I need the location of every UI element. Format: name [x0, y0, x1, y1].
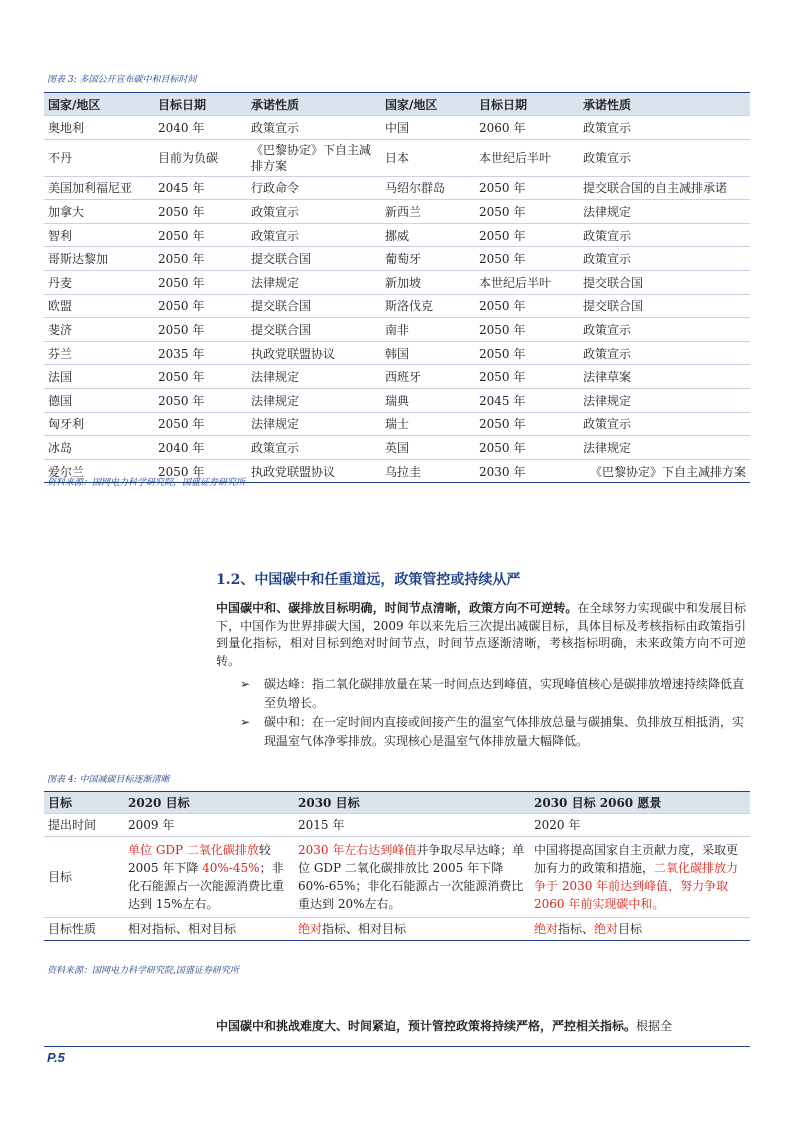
arrow-bullet-icon: ➢: [240, 715, 251, 729]
cell-region-2: 新加坡: [385, 275, 422, 290]
cell-2020: [124, 837, 294, 918]
cell-date-2: 2050 年: [479, 417, 526, 432]
cell-date-2: 2050 年: [479, 299, 526, 314]
cell-date-2: 本世纪后半叶: [479, 275, 552, 290]
cell-date: 2050 年: [158, 228, 205, 243]
bullet-peak: [240, 675, 746, 713]
cell-nature: 法律规定: [251, 370, 300, 385]
cell-region-2: 瑞士: [385, 417, 410, 432]
cell-nature-2: 法律规定: [583, 393, 632, 408]
cell-nature: 法律规定: [251, 417, 300, 432]
cell-region: 德国: [48, 393, 73, 408]
cell-date: 目前为负碳: [158, 150, 219, 165]
bullet-neutral: [240, 713, 746, 751]
row-label: 目标: [48, 870, 73, 884]
cell-region-2: 日本: [385, 150, 410, 165]
cell-region-2: 英国: [385, 440, 410, 455]
cell-date-2: 2050 年: [479, 204, 526, 219]
cell-region: 斐济: [48, 322, 73, 337]
cell-date: 2040 年: [158, 120, 205, 135]
cell-date-2: 2050 年: [479, 370, 526, 385]
cell-nature: 提交联合国: [251, 299, 312, 314]
cell-date-2: 2050 年: [479, 440, 526, 455]
header-2020: 2020 目标: [124, 792, 294, 814]
cell-region-2: 马绍尔群岛: [385, 181, 446, 196]
figure3-caption: 图表 3: 多国公开宣布碳中和目标时间: [47, 75, 197, 85]
cell-region-2: 斯洛伐克: [385, 299, 434, 314]
nature-text: 指标、: [558, 922, 595, 936]
goal-highlight: 2030 年左右达到峰值: [298, 843, 417, 857]
bottom-lead: 中国碳中和挑战难度大、时间紧迫，预计管控政策将持续严格，严控相关指标。: [216, 1019, 637, 1033]
cell-date: 2050 年: [158, 393, 205, 408]
paragraph-lead: 中国碳中和、碳排放目标明确，时间节点清晰，政策方向不可逆转。: [216, 601, 578, 615]
header-region: 国家/地区: [44, 93, 154, 116]
cell-date-2: 本世纪后半叶: [479, 150, 552, 165]
table-header-row: [44, 792, 750, 814]
cell-region: 匈牙利: [48, 417, 85, 432]
cell-region-2: 韩国: [385, 346, 410, 361]
cell-nature-2: 提交联合国: [583, 275, 644, 290]
cell-2060: [530, 837, 750, 918]
header-date-2: 目标日期: [475, 93, 579, 116]
bottom-body: 根据全: [636, 1019, 673, 1033]
cell-region: 芬兰: [48, 346, 73, 361]
table-row: [44, 247, 750, 271]
cell-nature: 提交联合国: [251, 252, 312, 267]
cell-nature: 《巴黎协定》下自主减排方案: [251, 142, 372, 173]
cell-nature-2: 《巴黎协定》下自主减排方案: [589, 464, 746, 479]
cell-nature: 政策宣示: [251, 120, 300, 135]
cell-2030: [294, 918, 530, 941]
cell-region: 加拿大: [48, 204, 85, 219]
cell-nature: 政策宣示: [251, 228, 300, 243]
cell-date: 2035 年: [158, 346, 205, 361]
goal-text: 并争取尽早达峰；单位 GDP 二氧化碳排放比 2005 年下降 60%-65%；非化石能源占一次能源消费比重达到 20%左右。: [298, 843, 525, 911]
cell-nature-2: 政策宣示: [583, 417, 632, 432]
cell-date: 2050 年: [158, 370, 205, 385]
cell-region: 欧盟: [48, 299, 73, 314]
header-goal: 目标: [44, 792, 124, 814]
cell-nature-2: 政策宣示: [583, 228, 632, 243]
table-row: [44, 412, 750, 436]
china-carbon-goals-table: [44, 791, 750, 941]
cell-nature: 政策宣示: [251, 204, 300, 219]
cell-2060: 2020 年: [534, 818, 581, 832]
cell-region: 法国: [48, 370, 73, 385]
header-nature: 承诺性质: [247, 93, 381, 116]
table-row: [44, 814, 750, 837]
cell-region: 哥斯达黎加: [48, 252, 109, 267]
cell-2020: 相对指标、相对目标: [128, 922, 237, 936]
cell-2060: [530, 918, 750, 941]
cell-date: 2050 年: [158, 252, 205, 267]
cell-date-2: 2050 年: [479, 228, 526, 243]
table-row: [44, 436, 750, 460]
table-row: [44, 388, 750, 412]
figure3-source: 资料来源：国网电力科学研究院，国盛证券研究所: [47, 478, 246, 488]
header-nature-2: 承诺性质: [579, 93, 750, 116]
goal-highlight: 单位 GDP 二氧化碳排放: [128, 843, 259, 857]
cell-date: 2050 年: [158, 275, 205, 290]
cell-date-2: 2050 年: [479, 181, 526, 196]
table-row: [44, 918, 750, 941]
cell-date: 2050 年: [158, 417, 205, 432]
row-label: 提出时间: [48, 818, 97, 832]
cell-nature-2: 政策宣示: [583, 346, 632, 361]
cell-region: 爱尔兰: [48, 464, 85, 479]
cell-2030: 2015 年: [298, 818, 345, 832]
goal-highlight: 40%-45%: [202, 861, 260, 875]
cell-nature: 法律规定: [251, 393, 300, 408]
arrow-bullet-icon: ➢: [240, 677, 251, 691]
nature-highlight: 绝对: [298, 922, 323, 936]
cell-region-2: 乌拉圭: [385, 464, 422, 479]
header-date: 目标日期: [154, 93, 247, 116]
cell-date: 2050 年: [158, 322, 205, 337]
cell-region: 冰岛: [48, 440, 73, 455]
table-row: [44, 270, 750, 294]
footer-divider: [44, 1046, 750, 1047]
cell-region-2: 葡萄牙: [385, 252, 422, 267]
cell-nature: 政策宣示: [251, 440, 300, 455]
cell-region-2: 西班牙: [385, 370, 422, 385]
cell-nature: 执政党联盟协议: [251, 464, 336, 479]
cell-date: 2050 年: [158, 204, 205, 219]
cell-date-2: 2060 年: [479, 120, 526, 135]
cell-date-2: 2050 年: [479, 322, 526, 337]
cell-nature: 法律规定: [251, 275, 300, 290]
cell-region: 不丹: [48, 150, 73, 165]
cell-region-2: 挪威: [385, 228, 410, 243]
cell-nature: 提交联合国: [251, 322, 312, 337]
table-header-row: [44, 93, 750, 116]
cell-nature-2: 提交联合国的自主减排承诺: [583, 181, 728, 196]
cell-date: 2040 年: [158, 440, 205, 455]
cell-nature: 执政党联盟协议: [251, 346, 336, 361]
cell-region: 美国加利福尼亚: [48, 181, 133, 196]
goal-text: ；非化石能源占一次能源消费比重达到 15%左右。: [128, 861, 285, 911]
cell-date-2: 2050 年: [479, 346, 526, 361]
table-row: [44, 223, 750, 247]
table-row: [44, 200, 750, 224]
row-label: 目标性质: [48, 922, 97, 936]
table-row: [44, 318, 750, 342]
cell-nature-2: 法律草案: [583, 370, 632, 385]
section-heading: 1.2、中国碳中和任重道远，政策管控或持续从严: [216, 572, 521, 588]
cell-2020: 2009 年: [128, 818, 175, 832]
cell-region-2: 中国: [385, 120, 410, 135]
cell-2030: [294, 837, 530, 918]
paragraph-body: 在全球努力实现碳中和发展目标下，中国作为世界排碳大国，2009 年以来先后三次提出减碳目标，具体目标及考核指标由政策指引到量化指标，相对目标到绝对时间节点，时间节点逐渐清晰，考核指标明确，未来政策方向不可逆转。: [216, 601, 746, 668]
cell-date: 2050 年: [158, 299, 205, 314]
table-row: [44, 294, 750, 318]
cell-nature-2: 政策宣示: [583, 120, 632, 135]
cell-date-2: 2030 年: [479, 464, 526, 479]
table-row: [44, 837, 750, 918]
nature-highlight: 绝对: [594, 922, 619, 936]
cell-region-2: 新西兰: [385, 204, 422, 219]
cell-region-2: 瑞典: [385, 393, 410, 408]
header-2060: 2030 目标 2060 愿景: [530, 792, 750, 814]
cell-region: 丹麦: [48, 275, 73, 290]
cell-region: 智利: [48, 228, 73, 243]
bullet-peak-text: 碳达峰：指二氧化碳排放量在某一时间点达到峰值，实现峰值核心是碳排放增速持续降低直至负增长。: [264, 677, 745, 710]
goal-text: 中国将提高国家自主贡献力度，采取更加有力的政策和措施，: [534, 843, 739, 875]
cell-date-2: 2050 年: [479, 252, 526, 267]
cell-nature-2: 政策宣示: [583, 322, 632, 337]
bottom-paragraph: [216, 1018, 756, 1036]
goal-highlight: 二氧化碳排放力争于 2030 年前达到峰值，努力争取 2060 年前实现碳中和。: [534, 861, 739, 911]
table-row: [44, 341, 750, 365]
cell-nature: 行政命令: [251, 181, 300, 196]
table-row: [44, 116, 750, 140]
cell-nature-2: 政策宣示: [583, 252, 632, 267]
cell-nature-2: 政策宣示: [583, 150, 632, 165]
header-region-2: 国家/地区: [381, 93, 475, 116]
page-number: P.5: [47, 1050, 65, 1065]
cell-nature-2: 提交联合国: [583, 299, 644, 314]
figure4-caption: 图表 4: 中国减碳目标逐渐清晰: [47, 775, 170, 785]
table-row: [44, 139, 750, 176]
nature-text: 指标、相对目标: [322, 922, 407, 936]
cell-date: 2050 年: [158, 464, 205, 479]
header-2030: 2030 目标: [294, 792, 530, 814]
carbon-neutral-targets-table: [44, 92, 750, 483]
goal-text: 较 2005 年下降: [128, 843, 271, 875]
nature-text: 目标: [618, 922, 643, 936]
table-row: [44, 365, 750, 389]
cell-nature-2: 法律规定: [583, 204, 632, 219]
cell-date-2: 2045 年: [479, 393, 526, 408]
bullet-neutral-text: 碳中和：在一定时间内直接或间接产生的温室气体排放总量与碳捕集、负排放互相抵消，实现温室气体净零排放。实现核心是温室气体排放量大幅降低。: [264, 715, 745, 748]
cell-region: 奥地利: [48, 120, 85, 135]
section-paragraph: [216, 600, 746, 670]
table-row: [44, 176, 750, 200]
cell-nature-2: 法律规定: [583, 440, 632, 455]
figure4-source: 资料来源：国网电力科学研究院,国盛证券研究所: [47, 966, 239, 976]
nature-highlight: 绝对: [534, 922, 559, 936]
cell-date: 2045 年: [158, 181, 205, 196]
cell-region-2: 南非: [385, 322, 410, 337]
